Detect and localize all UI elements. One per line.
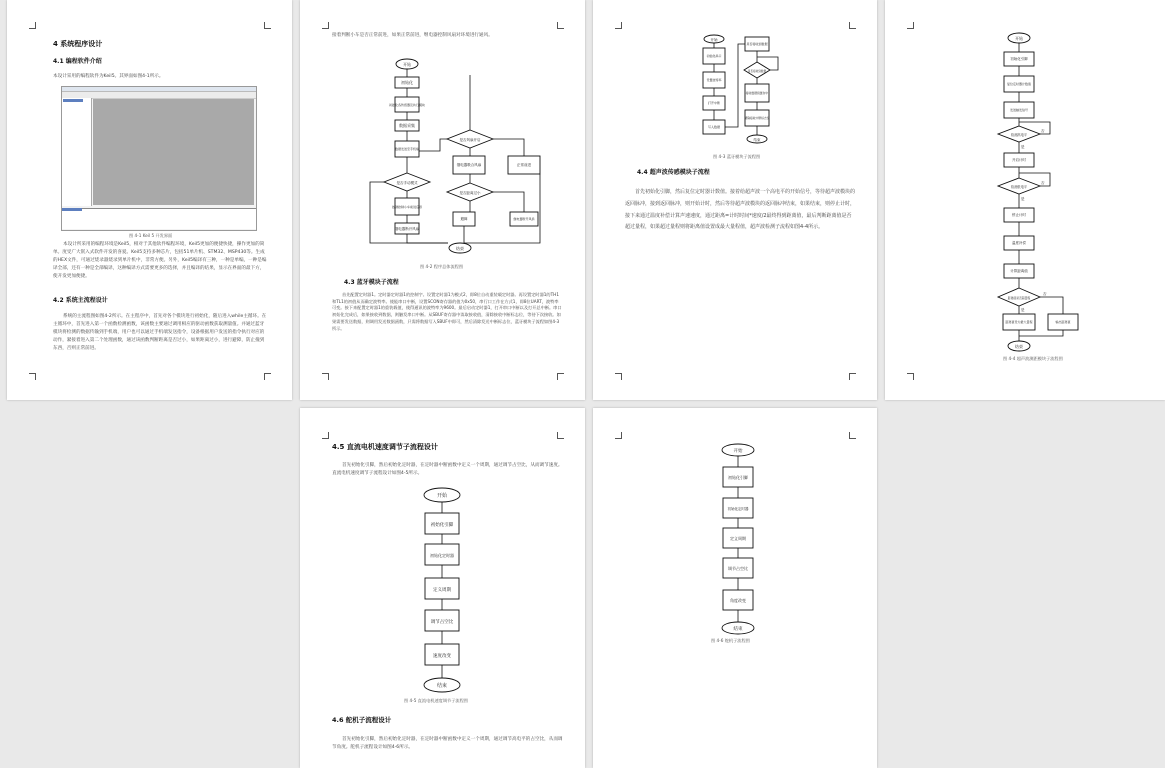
fc-node: 初始化定时器 <box>430 553 454 558</box>
fc-no-label: 否 <box>1041 129 1045 133</box>
fc-node: 初始化串口 <box>706 54 722 58</box>
fc-node: 停止计时 <box>1012 213 1026 217</box>
fc-node: 角度改变 <box>730 598 746 603</box>
fc-node: 是否接收到数据 <box>746 42 768 46</box>
fc-node: 继电器吸合风扇 <box>456 163 482 167</box>
main-flowchart <box>360 55 550 260</box>
figure-caption: 图 4-6 舵机子流程图 <box>711 638 750 643</box>
fc-node: 是否手动模式 <box>396 181 418 185</box>
fc-node: 初始化 <box>401 80 413 85</box>
document-page-6[interactable] <box>593 408 877 768</box>
fc-node: 开始 <box>1015 36 1023 41</box>
fc-node: 开启计时 <box>1012 158 1026 162</box>
fc-node: 设置波特率 <box>706 78 722 82</box>
fc-node: 是否接收到数据 <box>747 70 767 73</box>
fc-yes-label: 是 <box>1021 308 1025 312</box>
figure-caption: 图 4-5 直流电机速度调节子流程图 <box>404 698 468 703</box>
paragraph: 首先初始化引脚，然后复位定时器计数值。接着给超声波一个高电平的开始信号，等待超声波模块的返回脉冲，接到返回脉冲，则开始计时，然后等待超声波模块的返回脉冲结束，如果结束，则停止计时，接下来通过温度补偿计算声速速度，通过距离=计时时间*速度/2最终得到距离值，最后判断距离值是否超过量程，如果超过量程则将距离值设置成最大量程值，超声波检测子流程如图4-4所示。 <box>625 189 856 231</box>
crop-mark <box>557 432 564 439</box>
heading-4-3: 4.3 蓝牙模块子流程 <box>344 279 399 286</box>
paragraph: 系统的主流程图如图4-2所示。在主程序中，首先对各个模块进行初始化，随后进入while主循环。在主循环中，首先进入第一个函数检测函数，该函数主要通过调用相应的驱动函数获取测量值。并通过蓝牙模块将检测的数据传输到手机端，用户也可以通过手机端发送指令，设备根据用户发送的指令执行对应的动作，紧接着进入第二个处理函数，通过该函数判断距离是否过小，如果距离过小，进行避障，防止撞到东西，否则正常前进。 <box>53 314 267 352</box>
fc-node: 定义周期 <box>730 536 746 541</box>
fc-node: 初始化各传感器及执行模块 <box>388 103 426 107</box>
fc-yes-label: 是 <box>1021 145 1025 149</box>
crop-mark <box>849 432 856 439</box>
document-page-1[interactable] <box>7 0 292 400</box>
fc-node: 初始化引脚 <box>1010 57 1028 61</box>
fc-node: 距离值设为最大量程 <box>1005 320 1033 324</box>
crop-mark <box>615 432 622 439</box>
paragraph: 本设计所采用的编程环境是Keil5，相对于其他软件编程环境，Keil5更加的便捷快捷，操作更加的简单。度受广大嵌入式软件开发的喜爱。Keil5支持多种芯片，包括51单片机、STM32、MSP430等。生成的HEX文件，可通过烧录器烧录到单片机中，非常方便。另外，Keil5编译有三种，一种是单编，一种是编译全部，还有一种是全部编译，这种编译方式需要更多的选择，并且编译的结果，显示在界面的最下方，使开发更加便捷。 <box>53 242 267 280</box>
paragraph: 首先配置定时器1。定时器定时器1的控制字。设置定时器1为模式2，即8位自动重装载定时器。再设置定时器1的TH1和TL1的初值从而确定波特率。使能串口中断，设置SCON寄存器的值为0x50，串行口工作在方式1，即8位UART，波特率可变。接下来配置定时器1的重装载值，使得通讯的波特率为9600。最后启动定时器1，打开串口中断以及打开总中断。串口初始化完成后，如果接收到数据，则触发串口中断。从SBUF寄存器中读取接收值，清除接收中断标志位，等待下次接收。如果需要发送数据，则调用发送数据函数，只需将数据写入SBUF中即可，然后清除发送中断标志位，蓝牙模块子流程如图4-3所示。 <box>332 292 562 331</box>
heading-4-6: 4.6 舵机子流程设计 <box>332 716 392 724</box>
fc-node: 接收数据到缓存中 <box>745 91 769 95</box>
document-page-2[interactable] <box>300 0 585 400</box>
fc-node: 开始 <box>403 62 411 67</box>
crop-mark <box>29 22 36 29</box>
crop-mark <box>907 22 914 29</box>
document-page-4[interactable] <box>885 0 1165 400</box>
fc-node: 是否距离过小 <box>459 191 481 195</box>
fc-node: 温度补偿 <box>1012 241 1026 245</box>
fc-no-label: 否 <box>1041 181 1045 185</box>
figure-caption: 图 4-4 超声波测距模块子流程图 <box>1003 356 1063 361</box>
fc-node: 距离值是否超量程 <box>1007 296 1031 300</box>
servo-flowchart <box>719 442 759 642</box>
fc-node: 输出距离值 <box>1055 320 1071 324</box>
fc-node: 结束 <box>436 683 448 689</box>
figure-caption: 图 4-1 Keil 5 开发界面 <box>129 233 173 238</box>
fc-node: 结束 <box>733 627 743 632</box>
fc-node: 清除接收中断标志位 <box>744 116 770 120</box>
heading-4-5: 4.5 直流电机速度调节子流程设计 <box>332 443 438 451</box>
fc-node: 结束 <box>1015 344 1023 349</box>
fc-node: 初始化引脚 <box>728 475 748 480</box>
fc-node: 检测低电平 <box>1011 185 1027 189</box>
paragraph: 首先初始化引脚，然后初始化定时器，在定时器中断函数中定义一个周期，通过调节占空比，从而调节速度。直流电机速度调节子流程设计如图4-5所示。 <box>332 463 563 477</box>
fc-node: 调节占空比 <box>430 620 454 625</box>
fc-node: 结束 <box>753 138 761 142</box>
fc-node: 是否风扇开启 <box>459 138 481 142</box>
document-page-3[interactable] <box>593 0 877 400</box>
heading-4-4: 4.4 超声波传感模块子流程 <box>637 169 710 176</box>
fc-node: 按键控制小车前进后退 <box>391 205 423 209</box>
bluetooth-flowchart <box>698 32 788 147</box>
fc-node: 计算距离值 <box>1010 269 1028 273</box>
fc-node: 继电器断开风扇 <box>394 227 420 231</box>
paragraph: 接着判断小车是否正常前进，如果正常前进，继电器控制风扇对环境进行通风。 <box>332 33 493 38</box>
fc-node: 避障 <box>460 217 468 221</box>
fc-node: 开始 <box>436 493 448 499</box>
paragraph: 本设计采用的编程软件为Keil5。其界面如图4-1所示。 <box>53 74 164 79</box>
fc-yes-label: 是 <box>1021 197 1025 201</box>
dc-motor-flowchart <box>418 486 468 696</box>
crop-mark <box>322 432 329 439</box>
fc-node: 复位定时器计数值 <box>1006 82 1032 86</box>
heading-section-4: 4 系统程序设计 <box>53 40 103 48</box>
document-page-5[interactable] <box>300 408 585 768</box>
crop-mark <box>615 22 622 29</box>
fc-node: 继电器断开风扇 <box>513 217 535 221</box>
fc-node: 开始 <box>710 38 718 42</box>
crop-mark <box>557 22 564 29</box>
figure-caption: 图 4-3 蓝牙模块子流程图 <box>713 154 761 159</box>
fc-node: 开始 <box>733 449 743 454</box>
figure-caption: 图 4-2 程序总体流程图 <box>420 264 464 269</box>
paragraph: 首先初始化引脚，然后初始化定时器，在定时器中断函数中定义一个周期，通过调节高电平的占空比，从而调节角度。舵机子流程设计如图4-6所示。 <box>332 737 563 751</box>
heading-4-1: 4.1 编程软件介绍 <box>53 58 102 65</box>
crop-mark <box>322 373 329 380</box>
fc-node: 正常前进 <box>517 163 531 167</box>
fc-node: 调节占空比 <box>728 566 748 571</box>
crop-mark <box>264 22 271 29</box>
fc-node: 定义周期 <box>433 588 451 593</box>
heading-4-2: 4.2 系统主流程设计 <box>53 297 108 304</box>
crop-mark <box>264 373 271 380</box>
keil-screenshot-figure <box>61 86 257 231</box>
ultrasonic-flowchart <box>995 30 1095 360</box>
crop-mark <box>907 373 914 380</box>
crop-mark <box>322 22 329 29</box>
fc-node: 数据采集 <box>399 123 415 128</box>
fc-node: 数据发送至手机端 <box>394 147 420 151</box>
fc-node: 初始化定时器 <box>727 507 749 511</box>
crop-mark <box>849 22 856 29</box>
fc-node: 检测高电平 <box>1011 133 1027 137</box>
crop-mark <box>615 373 622 380</box>
crop-mark <box>29 373 36 380</box>
fc-node: 发送触发信号 <box>1009 108 1029 112</box>
fc-node: 结束 <box>456 246 464 251</box>
fc-node: 打开中断 <box>707 101 721 105</box>
fc-node: 速度改变 <box>433 654 451 659</box>
fc-no-label: 否 <box>1043 292 1047 296</box>
fc-node: 初始化引脚 <box>430 523 454 528</box>
crop-mark <box>557 373 564 380</box>
fc-node: 写入数据 <box>707 125 721 129</box>
crop-mark <box>849 373 856 380</box>
